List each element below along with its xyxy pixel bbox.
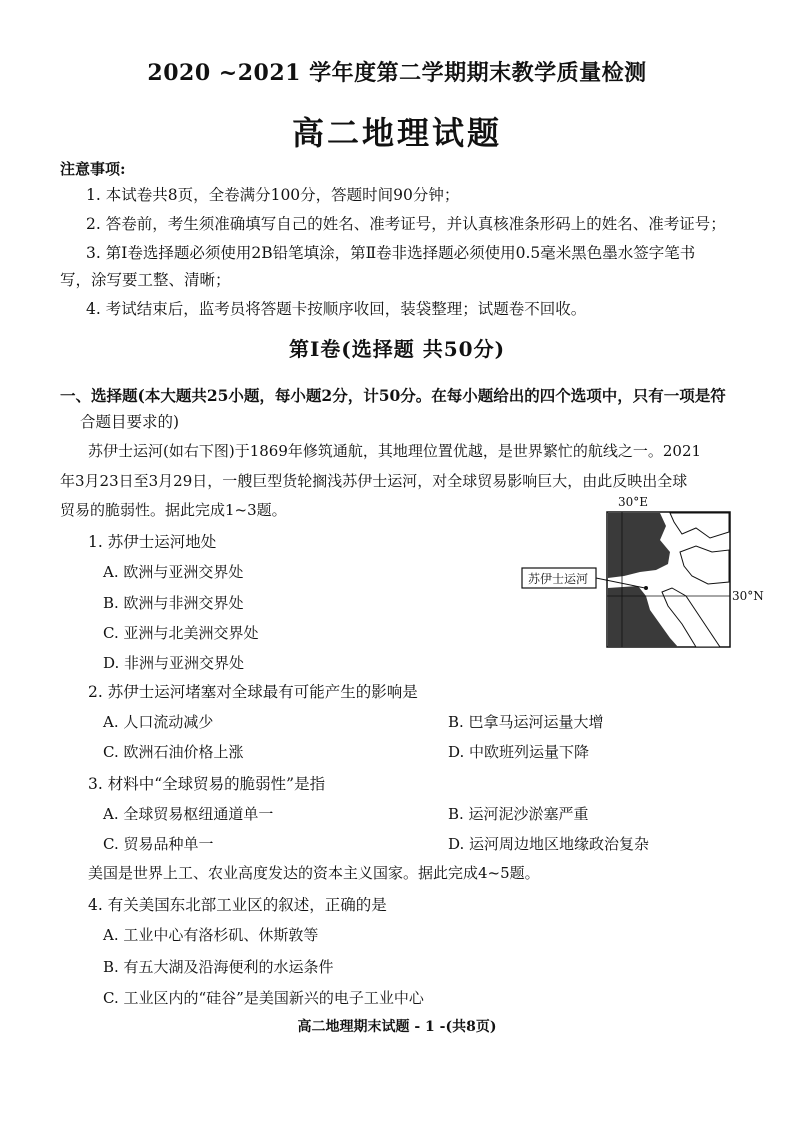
- question-2-option-c: C. 欧洲石油价格上涨: [103, 743, 244, 761]
- question-4-stem: 4. 有关美国东北部工业区的叙述，正确的是: [88, 896, 387, 914]
- notice-item-2: 2. 答卷前，考生须准确填写自己的姓名、准考证号，并认真核准条形码上的姓名、准考证号；: [86, 215, 726, 233]
- notice-heading: 注意事项:: [60, 160, 126, 178]
- passage1-line3: 贸易的脆弱性。据此完成1~3题。: [60, 501, 287, 519]
- question-1-stem: 1. 苏伊士运河地处: [88, 533, 217, 551]
- map-longitude-label: 30°E: [618, 495, 649, 509]
- question-3-option-c: C. 贸易品种单一: [103, 835, 214, 853]
- question-2-option-d: D. 中欧班列运量下降: [448, 743, 590, 761]
- question-4-option-b: B. 有五大湖及沿海便利的水运条件: [103, 958, 334, 976]
- question-1-option-d: D. 非洲与亚洲交界处: [103, 654, 245, 672]
- question-3-option-b: B. 运河泥沙淤塞严重: [448, 805, 589, 823]
- notice-item-1: 1. 本试卷共8页，全卷满分100分，答题时间90分钟；: [86, 186, 460, 204]
- section-instruction-cont: 合题目要求的): [80, 413, 180, 431]
- question-4-option-c: C. 工业区内的“硅谷”是美国新兴的电子工业中心: [103, 989, 424, 1007]
- question-1-option-a: A. 欧洲与亚洲交界处: [103, 563, 244, 581]
- passage1-line1: 苏伊士运河(如右下图)于1869年修筑通航，其地理位置优越，是世界繁忙的航线之一。2021: [88, 442, 702, 460]
- page-footer: 高二地理期末试题 - 1 -(共8页): [297, 1019, 497, 1035]
- question-2-option-b: B. 巴拿马运河运量大增: [448, 713, 604, 731]
- notice-item-3: 3. 第Ⅰ卷选择题必须使用2B铅笔填涂，第Ⅱ卷非选择题必须使用0.5毫米黑色墨水签字笔书: [86, 244, 696, 262]
- question-3-option-d: D. 运河周边地区地缘政治复杂: [448, 835, 650, 853]
- question-1-option-b: B. 欧洲与非洲交界处: [103, 594, 244, 612]
- question-2-stem: 2. 苏伊士运河堵塞对全球最有可能产生的影响是: [88, 683, 418, 701]
- section-instruction: 一、选择题(本大题共25小题，每小题2分，计50分。在每小题给出的四个选项中，只有一项是符: [60, 386, 726, 405]
- exam-period-title: 2020 ~2021 学年度第二学期期末教学质量检测: [147, 60, 647, 86]
- question-4-option-a: A. 工业中心有洛杉矶、休斯敦等: [103, 926, 319, 944]
- section-title: 第Ⅰ卷(选择题 共50分): [288, 337, 506, 361]
- passage1-line2: 年3月23日至3月29日，一艘巨型货轮搁浅苏伊士运河，对全球贸易影响巨大，由此反映出全球: [60, 472, 688, 490]
- map-canal-label: 苏伊士运河: [528, 572, 589, 586]
- passage2: 美国是世界上工、农业高度发达的资本主义国家。据此完成4~5题。: [88, 864, 540, 882]
- notice-item-3-cont: 写，涂写要工整、清晰；: [60, 271, 231, 289]
- question-2-option-a: A. 人口流动减少: [103, 713, 214, 731]
- question-3-stem: 3. 材料中“全球贸易的脆弱性”是指: [88, 775, 326, 793]
- question-3-option-a: A. 全球贸易枢纽通道单一: [103, 805, 274, 823]
- suez-canal-map: [520, 492, 780, 662]
- exam-subject-title: 高二地理试题: [291, 114, 502, 152]
- question-1-option-c: C. 亚洲与北美洲交界处: [103, 624, 259, 642]
- notice-item-4: 4. 考试结束后，监考员将答题卡按顺序收回，装袋整理；试题卷不回收。: [86, 300, 587, 318]
- map-latitude-label: 30°N: [732, 589, 764, 603]
